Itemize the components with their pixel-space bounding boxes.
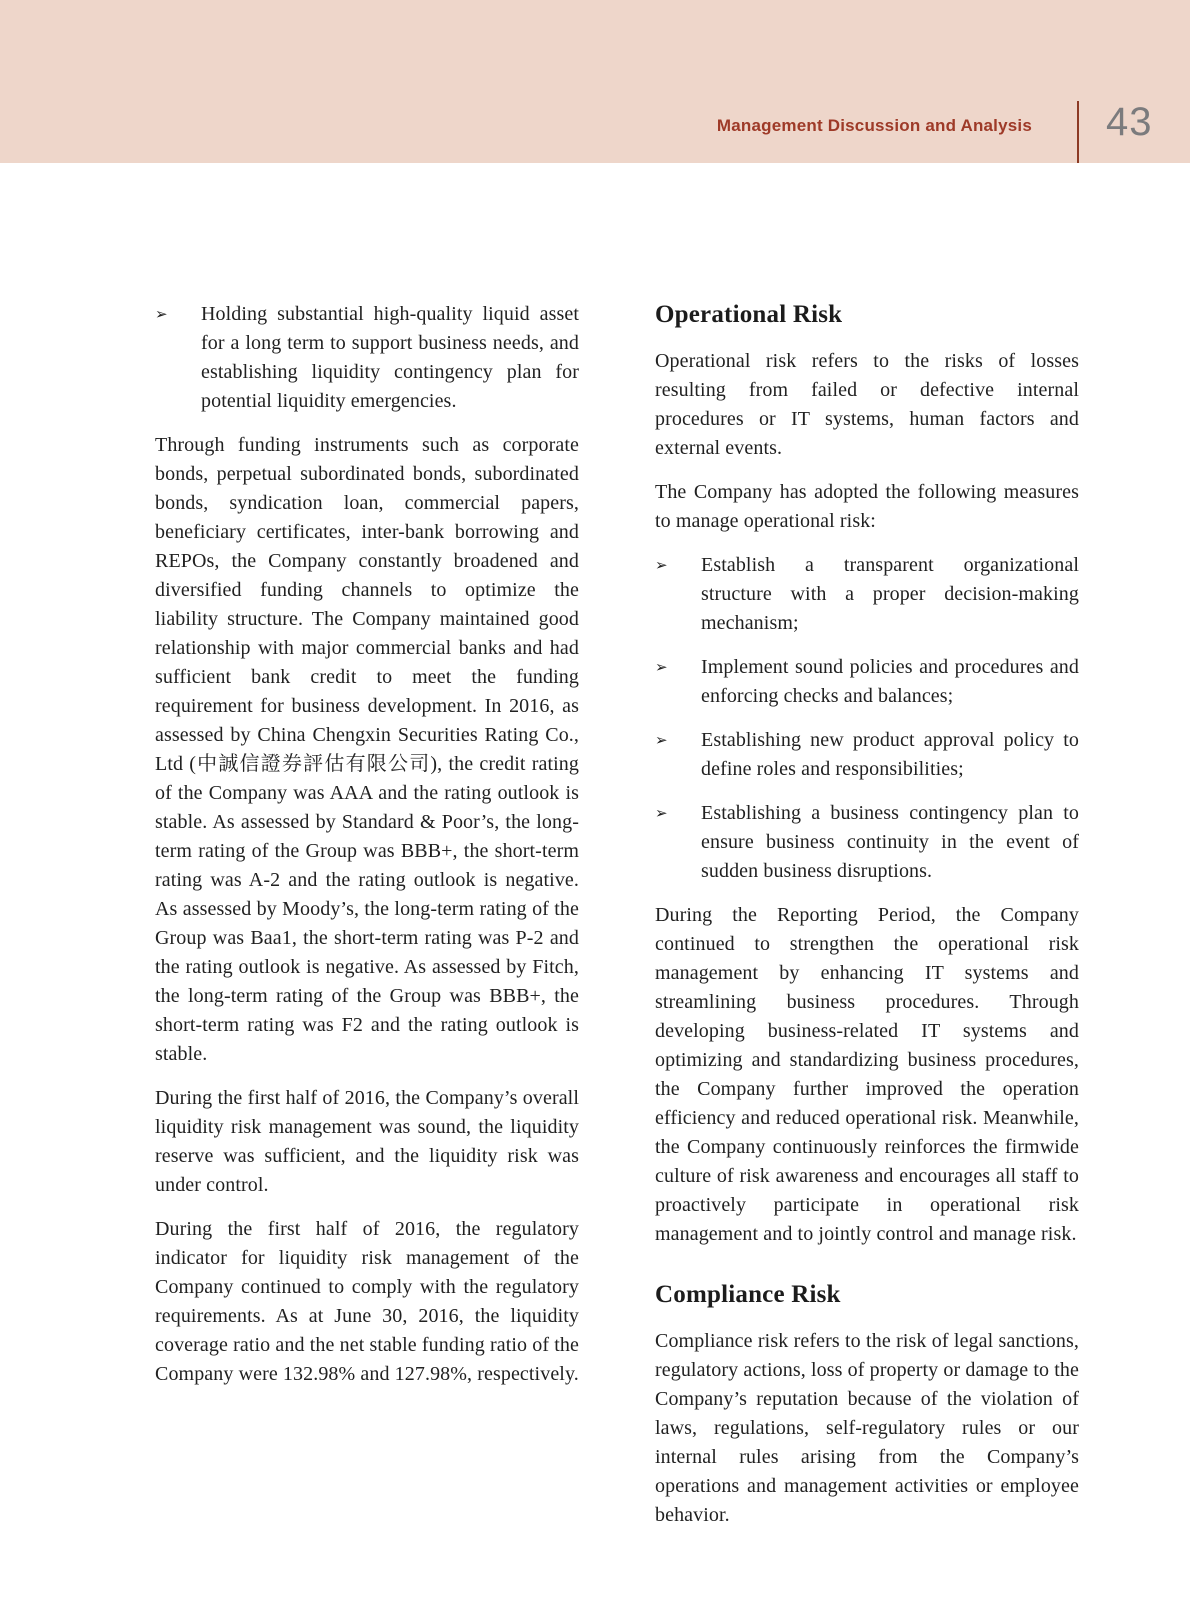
list-item [655,551,1079,638]
list-item [655,726,1079,784]
paragraph: Operational risk refers to the risks of losses resulting from failed or defective internal procedures or IT systems, human factors and external events. [655,350,1079,459]
paragraph: During the first half of 2016, the Company’s overall liquidity risk management was sound, the liquidity reserve was sufficient, and the liquidity risk was under control. [155,1087,579,1196]
paragraph: Compliance risk refers to the risk of legal sanctions, regulatory actions, loss of property or damage to the Company’s reputation because of the violation of laws, regulations, self-regulatory rules or our internal rules arising from the Company’s operations and management activities or employee behavior. [655,1330,1079,1526]
page-content [0,163,1190,1530]
header-divider-rule [1077,101,1079,163]
page-number: 43 [1106,100,1153,144]
arrow-bullet-icon: ➢ [655,658,668,676]
arrow-bullet-icon: ➢ [655,804,668,822]
bullet-text: Implement sound policies and procedures and enforcing checks and balances; [701,656,1079,707]
bullet-text: Establish a transparent organizational structure with a proper decision-making mechanism; [701,554,1079,634]
bullet-text: Establishing new product approval policy to define roles and responsibilities; [701,729,1079,780]
list-item [155,300,579,416]
paragraph: During the first half of 2016, the regulatory indicator for liquidity risk management of the Company continued to comply with the regulatory requirements. As at June 30, 2016, the liquidity coverage ratio and the net stable funding ratio of the Company were 132.98% and 127.98%, respectively. [155,1218,579,1385]
section-heading-operational-risk: Operational Risk [655,301,843,328]
right-column [655,300,1079,1530]
arrow-bullet-icon: ➢ [655,731,668,749]
left-column [155,300,579,1530]
page-header-band [0,0,1190,163]
paragraph: During the Reporting Period, the Company continued to strengthen the operational risk management by enhancing IT systems and streamlining business procedures. Through developing business-related IT systems and optimizing and standardizing business procedures, the Company further improved the operation efficiency and reduced operational risk. Meanwhile, the Company continuously reinforces the firmwide culture of risk awareness and encourages all staff to proactively participate in operational risk management and to jointly control and manage risk. [655,904,1079,1245]
arrow-bullet-icon: ➢ [155,305,168,323]
paragraph: Through funding instruments such as corporate bonds, perpetual subordinated bonds, subordinated bonds, syndication loan, commercial papers, beneficiary certificates, inter-bank borrowing and REPOs, the Company constantly broadened and diversified funding channels to optimize the liability structure. The Company maintained good relationship with major commercial banks and had sufficient bank credit to meet the funding requirement for business development. In 2016, as assessed by China Chengxin Securities Rating Co., Ltd (中誠信證券評估有限公司), the credit rating of the Company was AAA and the rating outlook is stable. As assessed by Standard & Poor’s, the long-term rating of the Group was BBB+, the short-term rating was A-2 and the rating outlook is negative. As assessed by Moody’s, the long-term rating of the Group was Baa1, the short-term rating was P-2 and the rating outlook is negative. As assessed by Fitch, the long-term rating of the Group was BBB+, the short-term rating was F2 and the rating outlook is stable. [155,434,579,1065]
bullet-text: Establishing a business contingency plan to ensure business continuity in the event of sudden business disruptions. [701,802,1079,882]
arrow-bullet-icon: ➢ [655,556,668,574]
list-item [655,799,1079,886]
header-title: Management Discussion and Analysis [716,116,1032,135]
paragraph: The Company has adopted the following measures to manage operational risk: [655,481,1079,532]
list-item [655,653,1079,711]
section-heading-compliance-risk: Compliance Risk [655,1281,841,1308]
bullet-text: Holding substantial high-quality liquid asset for a long term to support business needs, and establishing liquidity contingency plan for potential liquidity emergencies. [201,303,579,412]
